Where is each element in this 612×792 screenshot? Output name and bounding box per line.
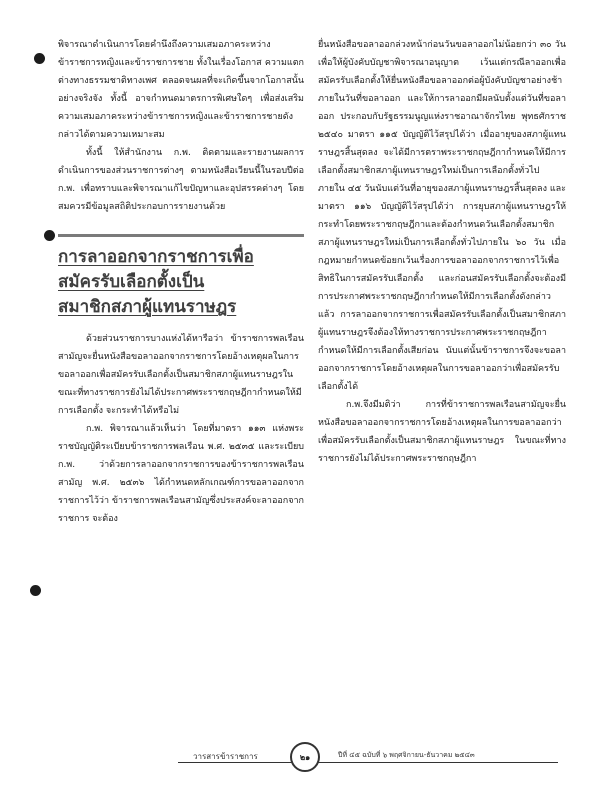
- paragraph-conclusion: ก.พ.จึงมีมติว่า การที่ข้าราชการพลเรือนสามัญจะยื่นหนังสือขอลาออกจากราชการโดยอ้างเหตุผลในการขอลาออกว่าเพื่อสมัครรับเลือกตั้งเป็นสมาชิกสภาผู้แทนราษฎร ในขณะที่ทางราชการยังไม่ได้ประกาศพระราชกฤษฎีกา: [318, 400, 566, 464]
- heading-line-3: สมาชิกสภาผู้แทนราษฎร: [58, 297, 237, 317]
- page-number-emblem: [290, 742, 320, 772]
- paragraph-equality: พิจารณาดำเนินการโดยคำนึงถึงความเสมอภาคระหว่างข้าราชการหญิงและข้าราชการชาย ทั้งในเรื่องโอกาส ความแตกต่างทางธรรมชาติทางเพศ ตลอดจนผลที่จะเกิดขึ้นจากโอกาสนั้นอย่างจริงจัง ทั้งนี้ อาจกำหนดมาตรการพิเศษใดๆ เพื่อส่งเสริมความเสมอภาคระหว่างข้าราชการหญิงและข้าราชการชายดังกล่าวได้ตามความเหมาะสม: [58, 40, 304, 140]
- heading-line-1: การลาออกจากราชการเพื่อ: [58, 247, 254, 267]
- issue-info: ปีที่ ๔๕ ฉบับที่ ๖ พฤศจิกายน-ธันวาคม ๒๕๔๓: [338, 751, 475, 759]
- right-column: [318, 36, 566, 468]
- paragraph-resignation-rules: ยื่นหนังสือขอลาออกล่วงหน้าก่อนวันขอลาออกไม่น้อยกว่า ๓๐ วัน เพื่อให้ผู้บังคับบัญชาพิจารณาอนุญาต เว้นแต่กรณีลาออกเพื่อสมัครรับเลือกตั้งให้ยื่นหนังสือขอลาออกต่อผู้บังคับบัญชาอย่างช้าภายในวันที่ขอลาออก และให้การลาออกมีผลนับตั้งแต่วันที่ขอลาออก ประกอบกับรัฐธรรมนูญแห่งราชอาณาจักรไทย พุทธศักราช ๒๕๔๐ มาตรา ๑๑๕ บัญญัติไว้สรุปได้ว่า เมื่ออายุของสภาผู้แทนราษฎรสิ้นสุดลง จะได้มีการตราพระราชกฤษฎีกากำหนดให้มีการเลือกตั้งสมาชิกสภาผู้แทนราษฎรใหม่เป็นการเลือกตั้งทั่วไปภายใน ๔๕ วันนับแต่วันที่อายุของสภาผู้แทนราษฎรสิ้นสุดลง และมาตรา ๑๑๖ บัญญัติไว้สรุปได้ว่า การยุบสภาผู้แทนราษฎรให้กระทำโดยพระราชกฤษฎีกาและต้องกำหนดวันเลือกตั้งสมาชิกสภาผู้แทนราษฎรใหม่เป็นการเลือกตั้งทั่วไปภายใน ๖๐ วัน เมื่อกฎหมายกำหนดข้อยกเว้นเรื่องการขอลาออกจากราชการไว้เพื่อสิทธิในการสมัครรับเลือกตั้ง และก่อนสมัครรับเลือกตั้งจะต้องมีการประกาศพระราชกฤษฎีกากำหนดให้มีการเลือกตั้งดังกล่าวแล้ว การลาออกจากราชการเพื่อสมัครรับเลือกตั้งเป็นสมาชิกสภาผู้แทนราษฎรจึงต้องให้ทางราชการประกาศพระราชกฤษฎีกากำหนดให้มีการเลือกตั้งเสียก่อน นับแต่นั้นข้าราชการจึงจะขอลาออกจากราชการโดยอ้างเหตุผลในการขอลาออกว่าเพื่อสมัครรับเลือกตั้งได้: [318, 40, 566, 392]
- page-footer: [0, 748, 612, 774]
- heading-line-2: สมัครรับเลือกตั้งเป็น: [58, 272, 205, 292]
- paragraph-follow-up: ทั้งนี้ ให้สำนักงาน ก.พ. ติดตามและรายงานผลการดำเนินการของส่วนราชการต่างๆ ตามหนังสือเวียนนี้ในรอบปีต่อ ก.พ. เพื่อทราบและพิจารณาแก้ไขปัญหาและอุปสรรคต่างๆ โดยสมควรมีข้อมูลสถิติประกอบการรายงานด้วย: [58, 148, 304, 212]
- paragraph-intro: ด้วยส่วนราชการบางแห่งได้หารือว่า ข้าราชการพลเรือนสามัญจะยื่นหนังสือขอลาออกจากราชการโดยอ้างเหตุผลในการขอลาออกเพื่อสมัครรับเลือกตั้งเป็นสมาชิกสภาผู้แทนราษฎรในขณะที่ทางราชการยังไม่ได้ประกาศพระราชกฤษฎีกากำหนดให้มีการเลือกตั้ง จะกระทำได้หรือไม่: [58, 334, 304, 416]
- left-column: [58, 36, 304, 528]
- punch-hole-middle: [44, 230, 55, 241]
- section-heading: [58, 234, 304, 320]
- punch-hole-bottom: [30, 585, 41, 596]
- page-number: ๒๑: [299, 752, 311, 762]
- paragraph-considered: ก.พ. พิจารณาแล้วเห็นว่า โดยที่มาตรา ๑๑๓ แห่งพระราชบัญญัติระเบียบข้าราชการพลเรือน พ.ศ. ๒๕๓๕ และระเบียบ ก.พ. ว่าด้วยการลาออกจากราชการของข้าราชการพลเรือนสามัญ พ.ศ. ๒๕๓๖ ได้กำหนดหลักเกณฑ์การขอลาออกจากราชการไว้ว่า ข้าราชการพลเรือนสามัญซึ่งประสงค์จะลาออกจากราชการ จะต้อง: [58, 424, 304, 524]
- journal-name: วารสารข้าราชการ: [193, 752, 258, 761]
- punch-hole-top: [34, 53, 45, 64]
